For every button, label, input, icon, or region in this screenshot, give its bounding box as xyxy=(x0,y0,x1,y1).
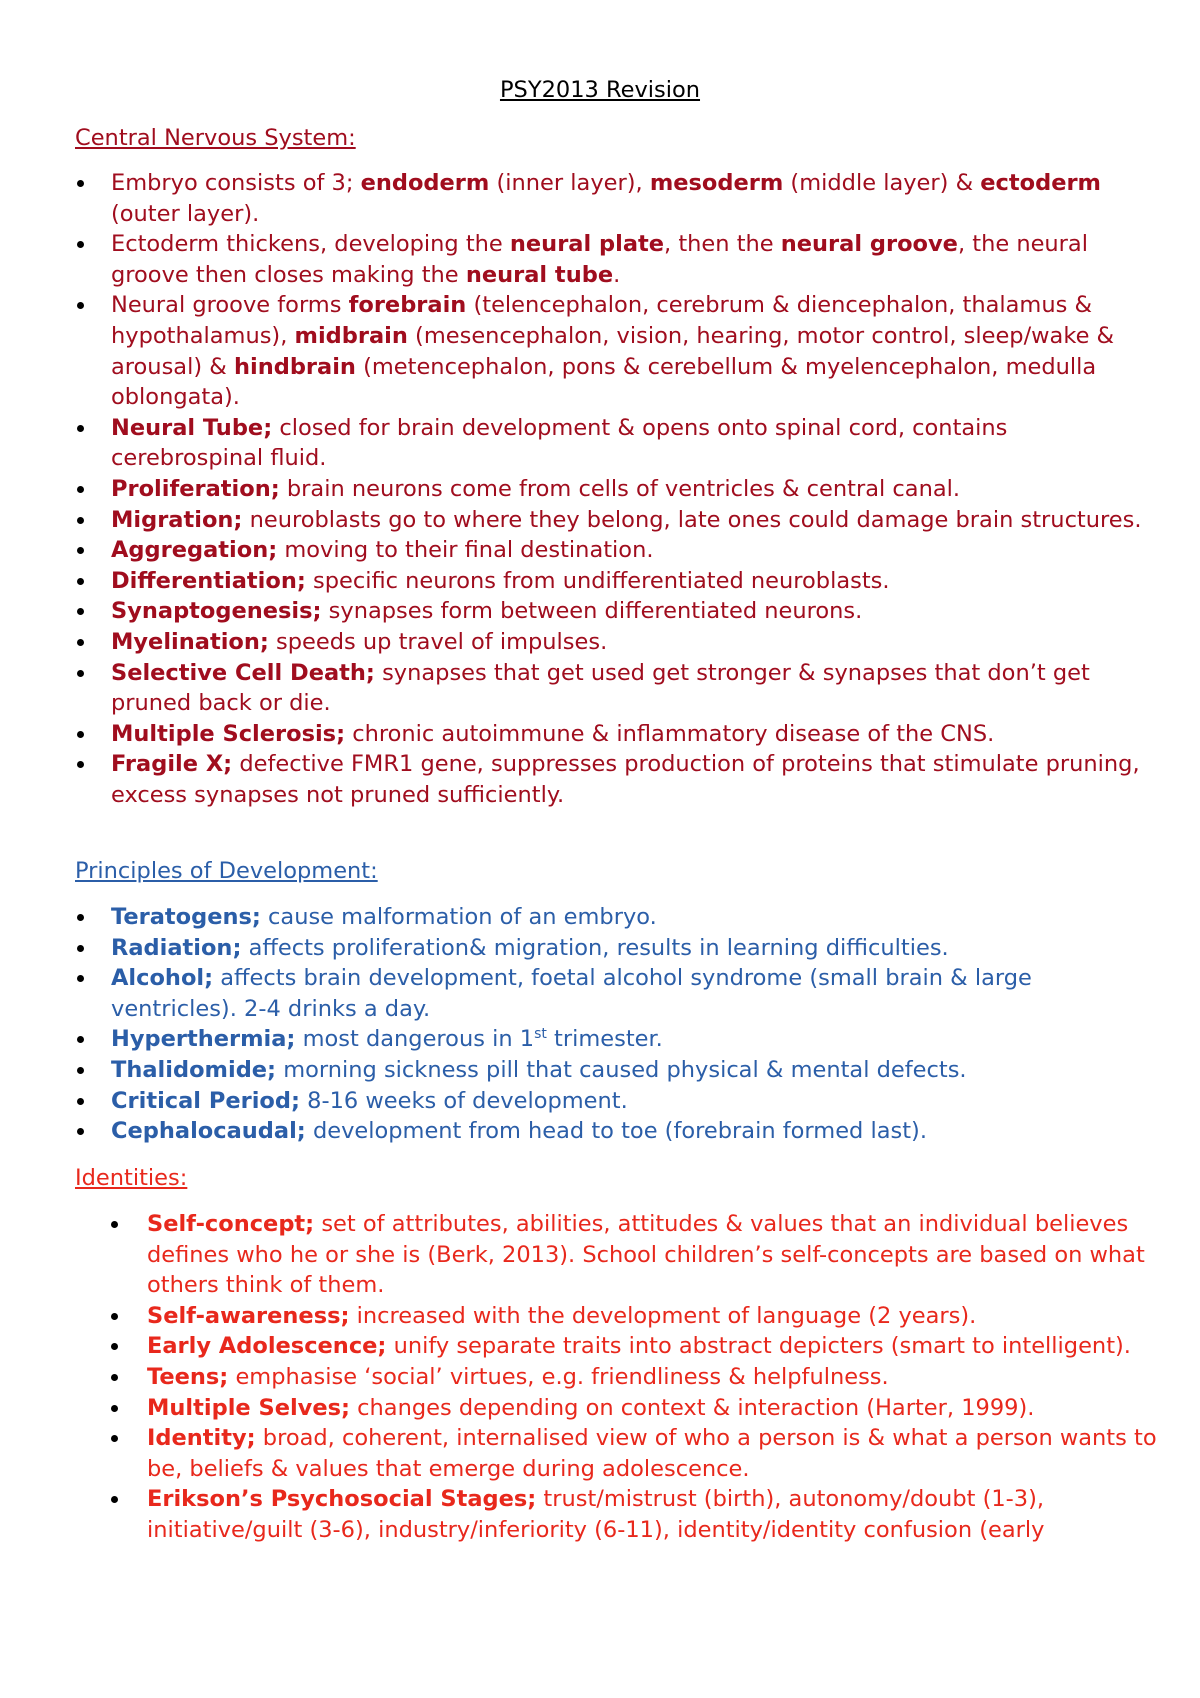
term-label: endoderm xyxy=(360,170,490,196)
bullet-icon xyxy=(77,1036,84,1043)
item-text: Neural groove forms xyxy=(111,292,349,319)
item-text: set of attributes, abilities, attitudes & values that an individual believes defines who he or she is (Berk, 2013). School children’s self-concepts are based on what others think of them. xyxy=(147,1211,1145,1299)
term-label: Migration; xyxy=(111,506,243,533)
bullet-icon xyxy=(77,578,84,585)
bullet-icon xyxy=(111,1221,118,1228)
list-item xyxy=(111,566,1161,597)
term-label: Aggregation; xyxy=(111,537,278,564)
bullet-icon xyxy=(77,945,84,952)
list-item xyxy=(147,1331,1157,1362)
term-label: neural plate xyxy=(509,231,665,258)
bullet-icon xyxy=(77,914,84,921)
list-item xyxy=(111,168,1161,229)
item-text: (mesencephalon, vision, hearing, motor control, sleep/wake & arousal) & xyxy=(111,322,1115,380)
list-item xyxy=(111,596,1161,627)
list-item xyxy=(111,229,1161,290)
list-item xyxy=(111,413,1161,474)
list-item xyxy=(111,933,1161,964)
bullet-icon xyxy=(77,1098,84,1105)
list-item xyxy=(111,1116,1161,1147)
term-label: Teratogens; xyxy=(111,904,261,930)
item-text: neuroblasts go to where they belong, late ones could damage brain structures. xyxy=(242,506,1142,533)
item-text: synapses that get used get stronger & synapses that don’t get pruned back or die. xyxy=(111,659,1090,717)
section-heading-principles-of-development: Principles of Development: xyxy=(75,858,378,884)
item-text: development from head to toe (forebrain formed last). xyxy=(305,1118,927,1145)
item-text: cause malformation of an embryo. xyxy=(260,904,657,930)
item-text: broad, coherent, internalised view of who a person is & what a person wants to be, beliefs & values that emerge during adolescence. xyxy=(147,1425,1157,1482)
list-item xyxy=(111,963,1161,1024)
list-item xyxy=(111,290,1161,412)
list-item xyxy=(111,474,1161,505)
bullet-icon xyxy=(111,1435,118,1442)
item-text: specific neurons from undifferentiated neuroblasts. xyxy=(305,567,890,594)
term-label: Radiation; xyxy=(111,934,242,961)
term-label: neural groove xyxy=(780,231,958,258)
bullet-icon xyxy=(111,1343,118,1350)
term-label: Self-concept; xyxy=(147,1211,315,1237)
bullet-icon xyxy=(111,1405,118,1412)
term-label: Hyperthermia; xyxy=(111,1026,296,1053)
term-label: Cephalocaudal; xyxy=(111,1118,306,1145)
item-text: (metencephalon, pons & cerebellum & myelencephalon, medulla oblongata). xyxy=(111,353,1097,411)
bullet-icon xyxy=(77,302,84,309)
term-label: Differentiation; xyxy=(111,567,306,594)
item-text: unify separate traits into abstract depicters (smart to intelligent). xyxy=(386,1333,1131,1360)
term-label: Alcohol; xyxy=(111,965,214,992)
item-text: trust/mistrust (birth), autonomy/doubt (1-3), initiative/guilt (3-6), industry/inferiority (6-11), identity/identity confusion (early xyxy=(147,1486,1045,1543)
item-text: Embryo consists of 3; xyxy=(111,170,361,196)
term-label: neural tube xyxy=(465,261,614,288)
item-text: speeds up travel of impulses. xyxy=(268,628,608,655)
item-text: chronic autoimmune & inflammatory disease of the CNS. xyxy=(345,720,995,747)
item-text: , the neural groove then closes making the xyxy=(111,231,1088,288)
item-text: closed for brain development & opens onto spinal cord, contains cerebrospinal fluid. xyxy=(111,414,1008,472)
bullet-icon xyxy=(77,180,84,187)
bullet-icon xyxy=(77,425,84,432)
term-label: Fragile X; xyxy=(111,751,233,778)
item-text: brain neurons come from cells of ventricles & central canal. xyxy=(279,475,961,502)
item-text: , then the xyxy=(664,231,781,258)
bullet-icon xyxy=(77,547,84,554)
superscript-text: st xyxy=(534,1026,547,1043)
item-text: 8-16 weeks of development. xyxy=(299,1087,628,1114)
item-text: emphasise ‘social’ virtues, e.g. friendliness & helpfulness. xyxy=(228,1363,889,1390)
list-item xyxy=(111,627,1161,658)
term-label: Proliferation; xyxy=(111,475,280,502)
list-item xyxy=(147,1362,1157,1393)
item-text: trimester. xyxy=(546,1026,663,1053)
term-label: Identity; xyxy=(147,1425,256,1452)
item-text: Ectoderm thickens, developing the xyxy=(111,231,510,258)
list-item xyxy=(111,505,1161,536)
list-item xyxy=(111,535,1161,566)
term-label: Thalidomide; xyxy=(111,1056,277,1083)
list-item xyxy=(111,902,1161,933)
list-item xyxy=(147,1301,1157,1332)
item-text: defective FMR1 gene, suppresses production of proteins that stimulate pruning, excess synapses not pruned sufficiently. xyxy=(111,751,1140,808)
term-label: forebrain xyxy=(348,292,467,319)
list-item xyxy=(147,1484,1157,1545)
term-label: hindbrain xyxy=(233,353,356,380)
section-heading-central-nervous-system: Central Nervous System: xyxy=(75,125,356,151)
cns-bullet-list xyxy=(111,168,1161,810)
bullet-icon xyxy=(77,486,84,493)
bullet-icon xyxy=(77,731,84,738)
list-item xyxy=(111,1024,1161,1055)
bullet-icon xyxy=(111,1313,118,1320)
item-text: . xyxy=(613,261,621,288)
item-text: (inner layer), xyxy=(489,170,650,196)
item-text: (telencephalon, cerebrum & diencephalon, thalamus & hypothalamus), xyxy=(111,292,1093,349)
item-text: moving to their final destination. xyxy=(277,537,654,564)
item-text: synapses form between differentiated neurons. xyxy=(321,598,863,625)
item-text: morning sickness pill that caused physical & mental defects. xyxy=(276,1056,967,1083)
bullet-icon xyxy=(77,241,84,248)
bullet-icon xyxy=(77,639,84,646)
list-item xyxy=(147,1209,1157,1301)
identities-bullet-list xyxy=(147,1209,1157,1546)
term-label: midbrain xyxy=(294,322,408,349)
item-text: most dangerous in 1 xyxy=(295,1026,535,1053)
bullet-icon xyxy=(111,1374,118,1381)
document-title: PSY2013 Revision xyxy=(499,77,701,103)
item-text: (outer layer). xyxy=(111,200,260,227)
term-label: Myelination; xyxy=(111,628,269,655)
item-text: affects proliferation& migration, results in learning difficulties. xyxy=(241,934,949,961)
list-item xyxy=(111,719,1161,750)
bullet-icon xyxy=(77,975,84,982)
list-item xyxy=(147,1423,1157,1484)
term-label: ectoderm xyxy=(980,170,1101,196)
term-label: Multiple Sclerosis; xyxy=(111,720,346,747)
list-item xyxy=(111,658,1161,719)
term-label: Neural Tube; xyxy=(111,414,273,441)
term-label: Teens; xyxy=(147,1363,229,1390)
term-label: mesoderm xyxy=(649,170,784,196)
principles-bullet-list xyxy=(111,902,1161,1147)
term-label: Self-awareness; xyxy=(147,1302,350,1329)
term-label: Erikson’s Psychosocial Stages; xyxy=(147,1486,537,1513)
item-text: (middle layer) & xyxy=(783,170,981,196)
term-label: Multiple Selves; xyxy=(147,1394,350,1421)
item-text: affects brain development, foetal alcohol syndrome (small brain & large ventricles). 2-4 drinks a day. xyxy=(111,965,1032,1022)
bullet-icon xyxy=(77,761,84,768)
bullet-icon xyxy=(77,517,84,524)
bullet-icon xyxy=(77,608,84,615)
list-item xyxy=(147,1393,1157,1424)
section-heading-identities: Identities: xyxy=(75,1165,188,1191)
item-text: increased with the development of language (2 years). xyxy=(349,1302,977,1329)
term-label: Synaptogenesis; xyxy=(111,598,322,625)
bullet-icon xyxy=(77,670,84,677)
bullet-icon xyxy=(77,1128,84,1135)
list-item xyxy=(111,1055,1161,1086)
list-item xyxy=(111,749,1161,810)
term-label: Selective Cell Death; xyxy=(111,659,375,686)
term-label: Early Adolescence; xyxy=(147,1333,387,1360)
list-item xyxy=(111,1086,1161,1117)
item-text: changes depending on context & interaction (Harter, 1999). xyxy=(350,1394,1035,1421)
bullet-icon xyxy=(77,1067,84,1074)
term-label: Critical Period; xyxy=(111,1087,300,1114)
bullet-icon xyxy=(111,1496,118,1503)
